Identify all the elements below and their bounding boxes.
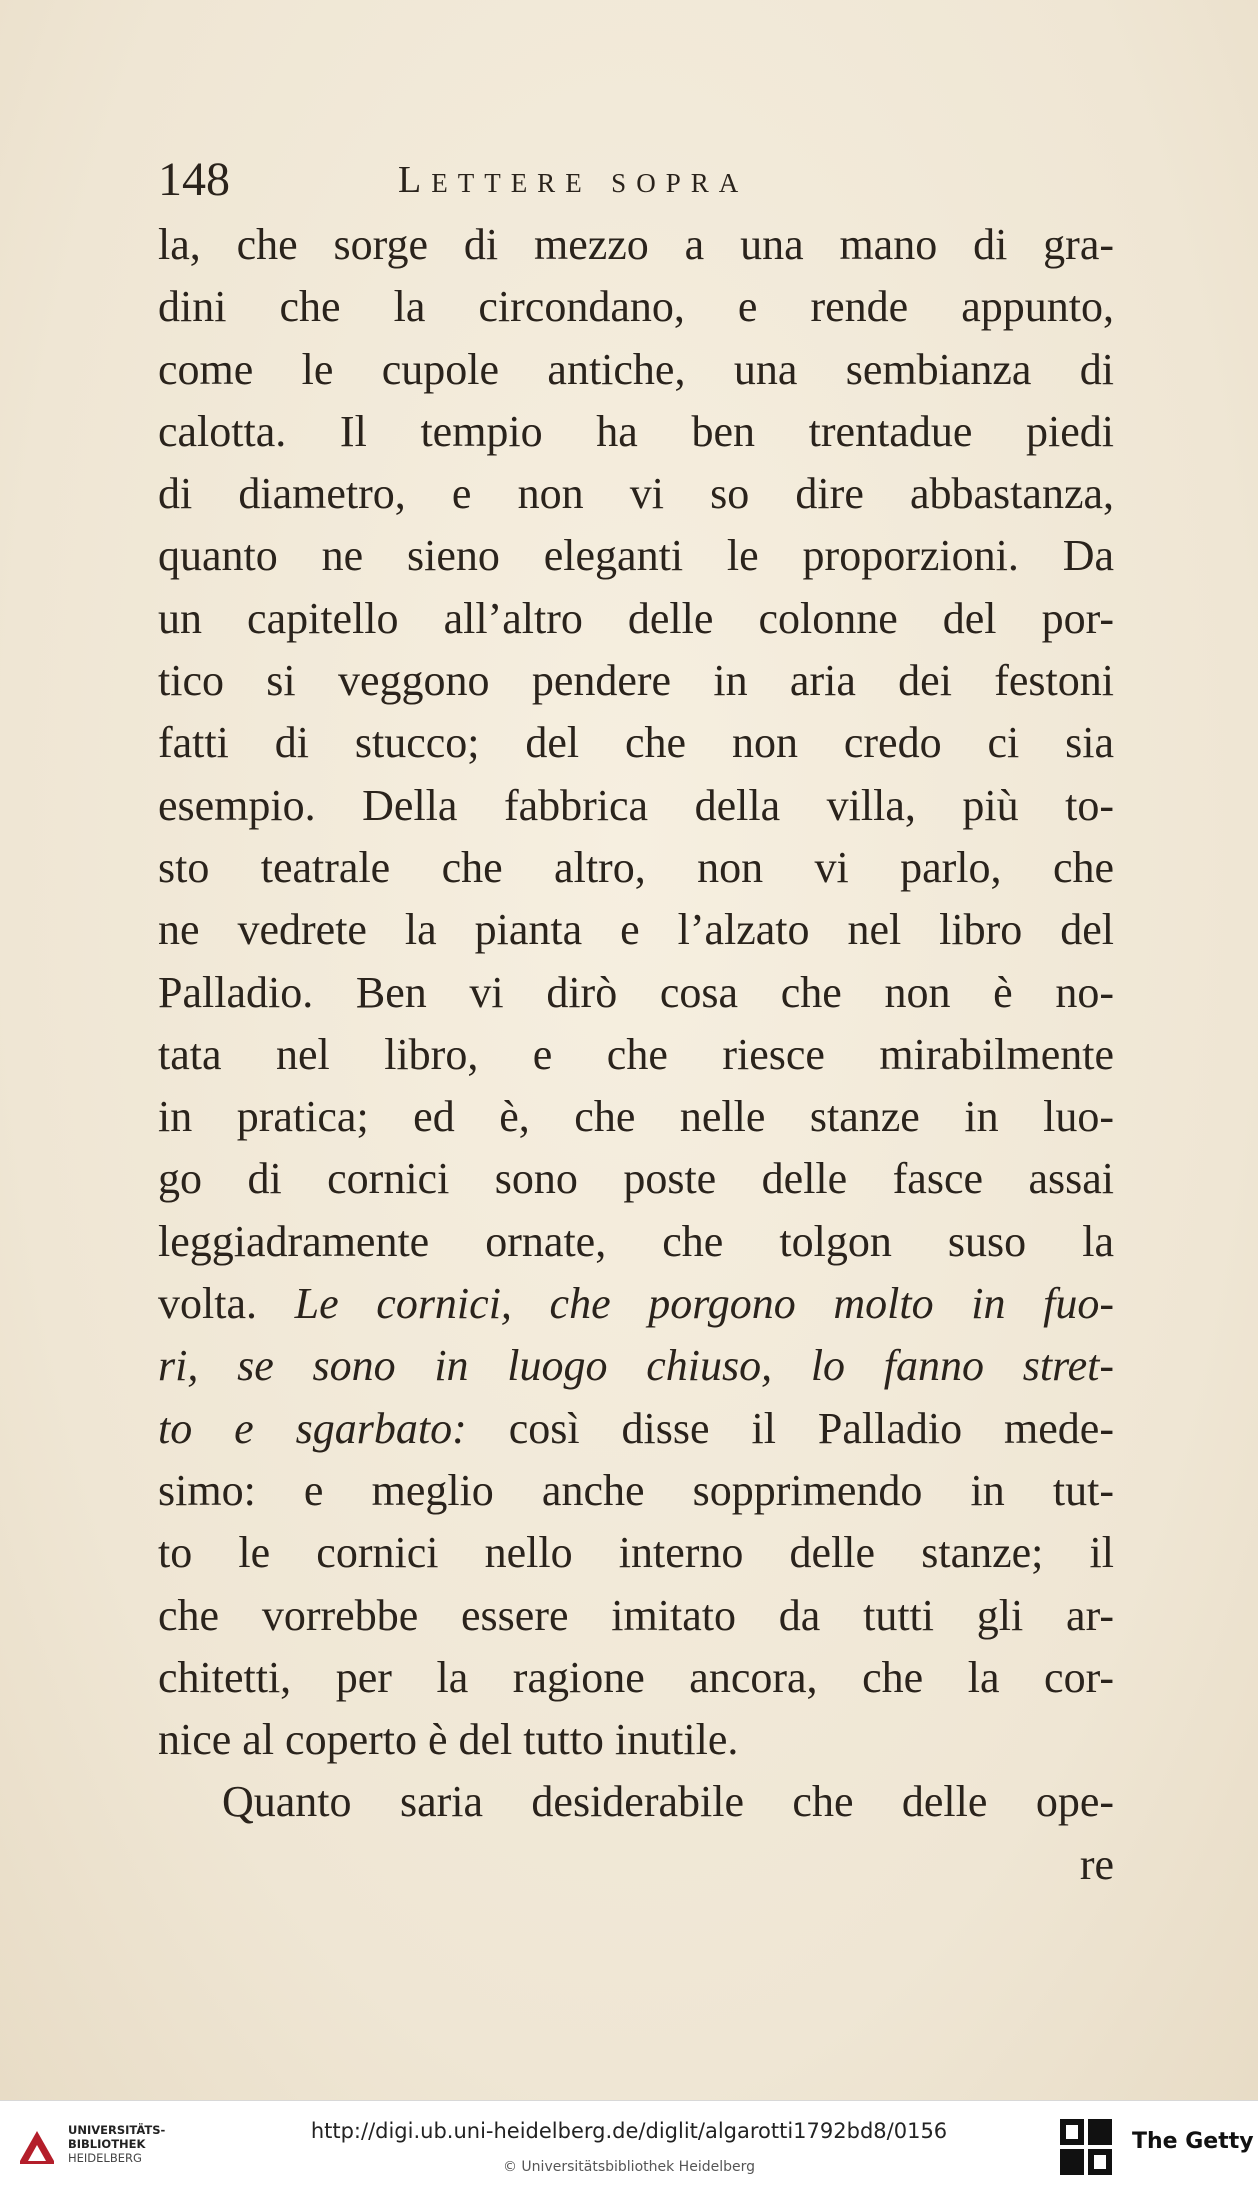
text-line: Palladio. Ben vi dirò cosa che non è no- (158, 967, 1114, 1017)
text-line: nice al coperto è del tutto inutile. (158, 1715, 739, 1765)
text-line: un capitello all’altro delle colonne del por- (158, 593, 1114, 643)
text-segment: volta. (158, 1279, 257, 1329)
running-title: Lettere sopra (398, 159, 749, 201)
text-line: to le cornici nello interno delle stanze; il (158, 1528, 1114, 1578)
text-line: chitetti, per la ragione ancora, che la cor- (158, 1652, 1114, 1702)
library-name-line: UNIVERSITÄTS- (68, 2123, 166, 2137)
italic-quote: Le cornici, che porgono molto in fuo- (294, 1279, 1115, 1329)
italic-quote-line: ri, se sono in luogo chiuso, lo fanno stret- (158, 1341, 1114, 1391)
text-line: quanto ne sieno eleganti le proporzioni. Da (158, 531, 1114, 581)
page-number: 148 (158, 153, 230, 206)
copyright-notice: © Universitätsbibliothek Heidelberg (502, 2159, 755, 2175)
catchword: re (1079, 1839, 1114, 1889)
partner-name: The Getty (1132, 2129, 1254, 2154)
italic-quote: to e sgarbato: (158, 1403, 467, 1453)
text-line: calotta. Il tempio ha ben trentadue piedi (158, 406, 1114, 456)
text-line: in pratica; ed è, che nelle stanze in luo- (158, 1092, 1114, 1142)
text-line-mixed (158, 1273, 1114, 1335)
text-line: simo: e meglio anche sopprimendo in tut- (158, 1465, 1114, 1515)
text-line: go di cornici sono poste delle fasce assai (158, 1154, 1114, 1204)
text-line: come le cupole antiche, una sembianza di (158, 344, 1114, 394)
text-line: dini che la circondano, e rende appunto, (158, 282, 1114, 332)
viewer-footer (0, 2100, 1258, 2194)
text-line: fatti di stucco; del che non credo ci sia (158, 718, 1114, 768)
text-line: esempio. Della fabbrica della villa, più to- (158, 780, 1114, 830)
text-line: tata nel libro, e che riesce mirabilmente (158, 1029, 1114, 1079)
text-line: leggiadramente ornate, che tolgon suso la (158, 1216, 1114, 1266)
page-header (158, 152, 1118, 212)
text-line: di diametro, e non vi so dire abbastanza, (158, 469, 1114, 519)
text-segment: così disse il Palladio mede- (508, 1403, 1114, 1453)
text-line: ne vedrete la pianta e l’alzato nel libro del (158, 905, 1114, 955)
text-line-mixed (158, 1398, 1114, 1460)
paragraph-start: Quanto saria desiderabile che delle ope- (222, 1777, 1114, 1827)
text-line: tico si veggono pendere in aria dei festoni (158, 656, 1114, 706)
getty-logo-icon (1058, 2117, 1114, 2177)
body-text (158, 214, 1114, 1896)
permalink-url[interactable]: http://digi.ub.uni-heidelberg.de/diglit/algarotti1792bd8/0156 (310, 2119, 948, 2143)
library-name-line: BIBLIOTHEK (68, 2137, 146, 2151)
text-line: sto teatrale che altro, non vi parlo, che (158, 842, 1114, 892)
library-name-line: HEIDELBERG (68, 2151, 142, 2165)
text-line: che vorrebbe essere imitato da tutti gli ar- (158, 1590, 1114, 1640)
text-line: la, che sorge di mezzo a una mano di gra- (158, 220, 1114, 269)
